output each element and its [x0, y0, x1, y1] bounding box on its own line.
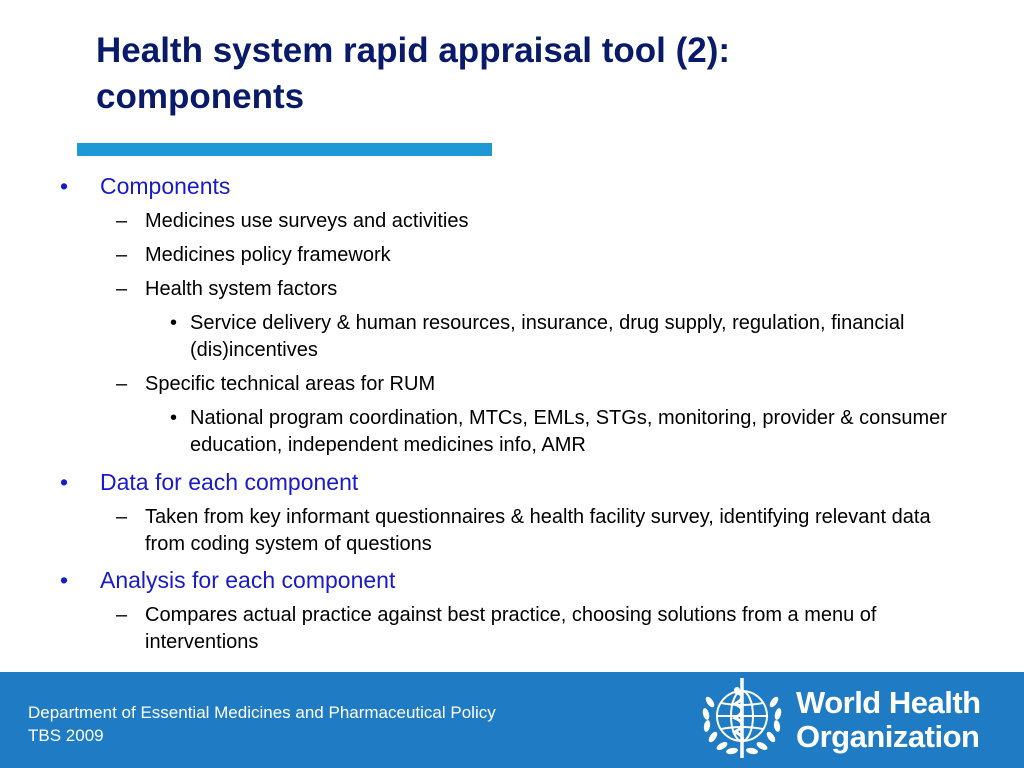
slide-title — [96, 28, 976, 120]
sub-bullet-text: Medicines use surveys and activities — [145, 210, 469, 232]
sub-sub-bullet-text: National program coordination, MTCs, EMLs, STGs, monitoring, provider & consumer education, independent medicines info, AMR — [190, 407, 947, 456]
sub-bullet-text: Health system factors — [145, 278, 338, 300]
who-wordmark — [796, 686, 981, 754]
footer-event: TBS 2009 — [28, 726, 104, 745]
bullet-marker: • — [170, 407, 178, 429]
bullet-label: Analysis for each component — [100, 567, 396, 593]
bullet-label: Components — [100, 173, 231, 199]
who-wordmark-line-2: Organization — [796, 719, 980, 754]
title-accent-bar — [77, 143, 492, 156]
sub-sub-bullet-text: Service delivery & human resources, insurance, drug supply, regulation, financial (dis)incentives — [190, 312, 905, 361]
sub-bullet-text: Taken from key informant questionnaires & health facility survey, identifying relevant data from coding system of questions — [145, 506, 931, 555]
sub-bullet-text: Medicines policy framework — [145, 244, 391, 266]
dash-marker: – — [116, 604, 128, 626]
slide-title-line-2: components — [96, 77, 305, 116]
dash-marker: – — [116, 373, 128, 395]
bullet-marker: • — [60, 469, 69, 495]
bullet-marker: • — [60, 567, 69, 593]
dash-marker: – — [116, 278, 128, 300]
slide-title-line-1: Health system rapid appraisal tool (2): — [96, 31, 731, 70]
bullet-label: Data for each component — [100, 469, 359, 495]
sub-bullet-text: Specific technical areas for RUM — [145, 373, 436, 395]
bullet-marker: • — [170, 312, 178, 334]
who-logo — [694, 674, 994, 764]
sub-bullet-text: Compares actual practice against best practice, choosing solutions from a menu of interventions — [145, 604, 877, 653]
footer-bar — [0, 672, 1024, 768]
footer-department: Department of Essential Medicines and Pharmaceutical Policy — [28, 703, 496, 722]
footer-text — [28, 701, 496, 747]
dash-marker: – — [116, 506, 128, 528]
bullet-marker: • — [60, 173, 69, 199]
dash-marker: – — [116, 244, 128, 266]
who-emblem-icon — [694, 674, 790, 764]
dash-marker: – — [116, 210, 128, 232]
who-wordmark-line-1: World Health — [796, 685, 981, 720]
